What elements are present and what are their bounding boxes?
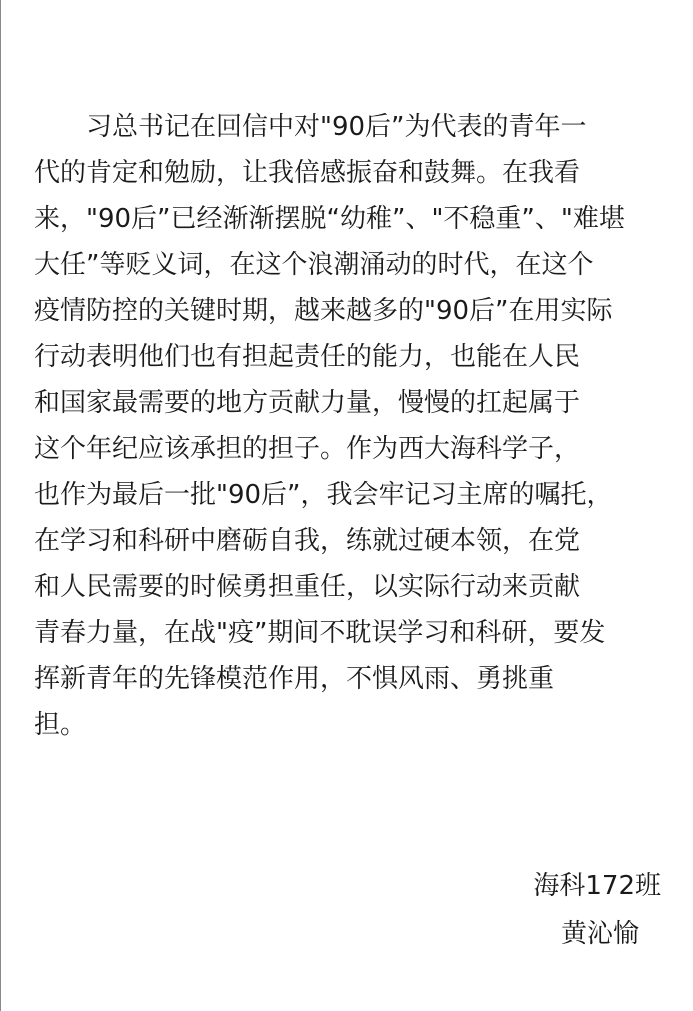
body-line-11: 和人民需要的时候勇担重任，以实际行动来贡献: [34, 572, 581, 602]
body-line-14: 担。: [34, 710, 87, 740]
body-line-1: 习总书记在回信中对"90后”为代表的青年一: [86, 112, 587, 142]
body-line-4: 大任”等贬义词，在这个浪潮涌动的时代，在这个: [34, 250, 594, 280]
body-line-8: 这个年纪应该承担的担子。作为西大海科学子，: [34, 434, 581, 464]
body-line-13: 挥新青年的先锋模范作用，不惧风雨、勇挑重: [34, 664, 555, 694]
signature-author: 黄沁愉: [560, 919, 639, 949]
body-line-5: 疫情防控的关键时期，越来越多的"90后”在用实际: [34, 296, 613, 326]
body-line-10: 在学习和科研中磨砺自我，练就过硬本领，在党: [34, 526, 581, 556]
signature-block: [533, 862, 661, 958]
signature-class: 海科172班: [533, 871, 661, 901]
body-line-9: 也作为最后一批"90后”，我会牢记习主席的嘱托，: [34, 480, 613, 510]
body-line-2: 代的肯定和勉励，让我倍感振奋和鼓舞。在我看: [34, 158, 581, 188]
body-line-12: 青春力量，在战"疫”期间不耽误学习和科研，要发: [34, 618, 606, 648]
body-line-7: 和国家最需要的地方贡献力量，慢慢的扛起属于: [34, 388, 581, 418]
body-line-6: 行动表明他们也有担起责任的能力，也能在人民: [34, 342, 581, 372]
body-line-3: 来，"90后”已经渐渐摆脱“幼稚”、"不稳重”、"难堪: [34, 204, 625, 234]
letter-body: [34, 104, 669, 748]
